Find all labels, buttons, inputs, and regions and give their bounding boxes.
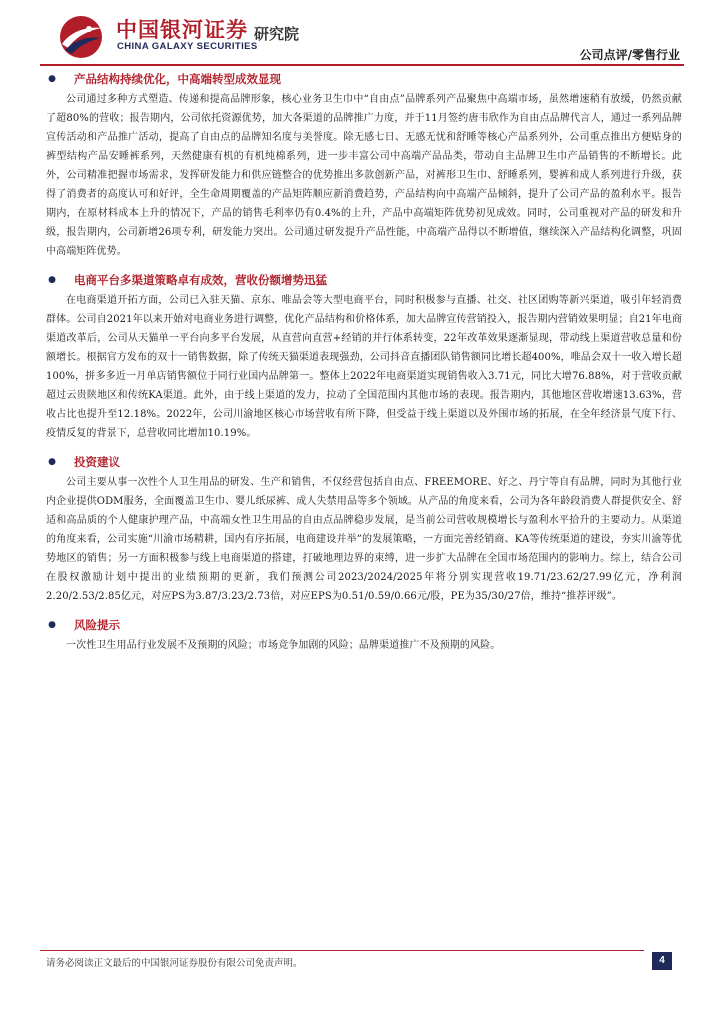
paragraph: 一次性卫生用品行业发展不及预期的风险；市场竞争加剧的风险；品牌渠道推广不及预期的风险。 — [66, 640, 501, 651]
section-title: 产品结构持续优化，中高端转型成效显现 — [74, 72, 281, 86]
section-title: 电商平台多渠道策略卓有成效，营收份额增势迅猛 — [74, 273, 327, 287]
section-heading — [46, 614, 682, 636]
report-type: 公司点评/零售行业 — [579, 48, 680, 62]
section-title: 投资建议 — [74, 455, 120, 469]
galaxy-logo-icon — [56, 14, 106, 60]
brand-name-cn: 中国银河证券 — [116, 18, 248, 42]
bullet-icon: ● — [48, 457, 56, 467]
section-title: 风险提示 — [74, 618, 120, 632]
report-body — [46, 66, 682, 655]
page-number: 4 — [652, 952, 672, 970]
bullet-icon: ● — [48, 620, 56, 630]
section — [46, 68, 682, 261]
bullet-icon: ● — [48, 74, 56, 84]
bullet-icon: ● — [48, 275, 56, 285]
paragraph: 公司主要从事一次性个人卫生用品的研发、生产和销售，不仅经营包括自由点、FREEMORE、好之、丹宁等自有品牌，同时为其他行业内企业提供ODM服务，全面覆盖卫生巾、婴儿纸尿裤、成人失禁用品等多个领域。从产品的角度来看，公司为各年龄段消费人群提供安全、舒适和高品质的个人健康护理产品，中高端女性卫生用品的自由点品牌稳步发展，是当前公司营收规模增长与盈利水平拾升的主要动力。从渠道的角度来看，公司实施“川渝市场精耕，国内有序拓展，电商建设并举”的发展策略，一方面完善经销商、KA等传统渠道的建设，夯实川渝等优势地区的销售；另一方面积极参与线上电商渠道的搭建，打破地理边界的束缚，进一步扩大品牌在全国市场范围内的影响力。综上，结合公司在股权激励计划中提出的业绩预期的更新，我们预测公司2023/2024/2025年将分别实现营收19.71/23.62/27.99亿元，净利润2.20/2.53/2.85亿元，对应PS为3.87/3.23/2.73倍，对应EPS为0.51/0.59/0.66元/股，PE为35/30/27倍，维持“推荐评级”。 — [46, 477, 682, 602]
section-heading — [46, 68, 682, 90]
brand-subtitle: 研究院 — [254, 25, 300, 43]
page-header — [0, 0, 724, 70]
section — [46, 614, 682, 655]
section — [46, 269, 682, 443]
brand-name-en: CHINA GALAXY SECURITIES — [117, 41, 258, 52]
paragraph: 公司通过多种方式塑造、传递和提高品牌形象，核心业务卫生巾中“自由点”品牌系列产品聚焦中高端市场，虽然增速稍有放缓，仍然贡献了超80%的营收；报告期内，公司依托资源优势，加大各渠道的品牌推广力度，并于11月签约唐韦欣作为自由点品牌代言人，通过一系列品牌宣传活动和产品推广活动，提高了自由点的品牌知名度与美誉度。除无感七日、无感无忧和舒睡等核心产品系列外，公司重点推出方便贴身的裤型结构产品安睡裤系列，天然健康有机的有机纯棉系列，进一步丰富公司中高端产品品类，带动自主品牌卫生巾产品销售的不断增长。此外，公司精准把握市场需求，发挥研发能力和供应链整合的优势推出多款创新产品，对裤形卫生巾、舒睡系列，婴裤和成人系列进行升级，获得了消费者的高度认可和好评，全生命周期覆盖的产品矩阵顺应新消费趋势，产品结构向中高端产品倾斜，提升了公司产品的盈利水平。报告期内，在原材料成本上升的情况下，产品的销售毛利率仍有0.4%的上升，产品中高端矩阵优势初见成效。同时，公司重视对产品的研发和升级，报告期内，公司新增26项专利，研发能力突出。公司通过研发提升产品性能，中高端产品得以不断增值，继续深入产品结构化调整，巩固中高端矩阵优势。 — [46, 94, 682, 257]
section — [46, 451, 682, 606]
paragraph: 在电商渠道开拓方面，公司已入驻天猫、京东、唯品会等大型电商平台，同时积极参与直播、社交、社区团购等新兴渠道，吸引年轻消费群体。公司自2021年以来开始对电商业务进行调整，优化产品结构和价格体系，加大品牌宣传营销投入，报告期内营销效果明显；自21年电商渠道改革后，公司从天猫单一平台向多平台发展，从直营向直营+经销的并行体系转变，22年改革效果逐渐显现，带动线上渠道营收总量和份额增长。根据官方发布的双十一销售数据，除了传统天猫渠道表现强劲，公司抖音直播团队销售额同比增长超400%，唯品会双十一收入增长超100%，拼多多近一月单店销售额位于同行业国内品牌第一。整体上2022年电商渠道实现销售收入3.71元，同比大增76.88%，对于营收贡献超过云贵陕地区和传统KA渠道。此外，由于线上渠道的发力，拉动了全国范围内其他市场的表现。报告期内，其他地区营收增速13.63%，营收占比也提升至12.18%。2022年，公司川渝地区核心市场营收有所下降，但受益于线上渠道以及外围市场的拓展，在全年经济景气度下行、疫情反复的背景下，总营收同比增加10.19%。 — [46, 295, 682, 439]
footer-divider — [40, 950, 644, 951]
section-heading — [46, 269, 682, 291]
disclaimer-text: 请务必阅读正文最后的中国银河证券股份有限公司免责声明。 — [46, 958, 303, 969]
section-heading — [46, 451, 682, 473]
